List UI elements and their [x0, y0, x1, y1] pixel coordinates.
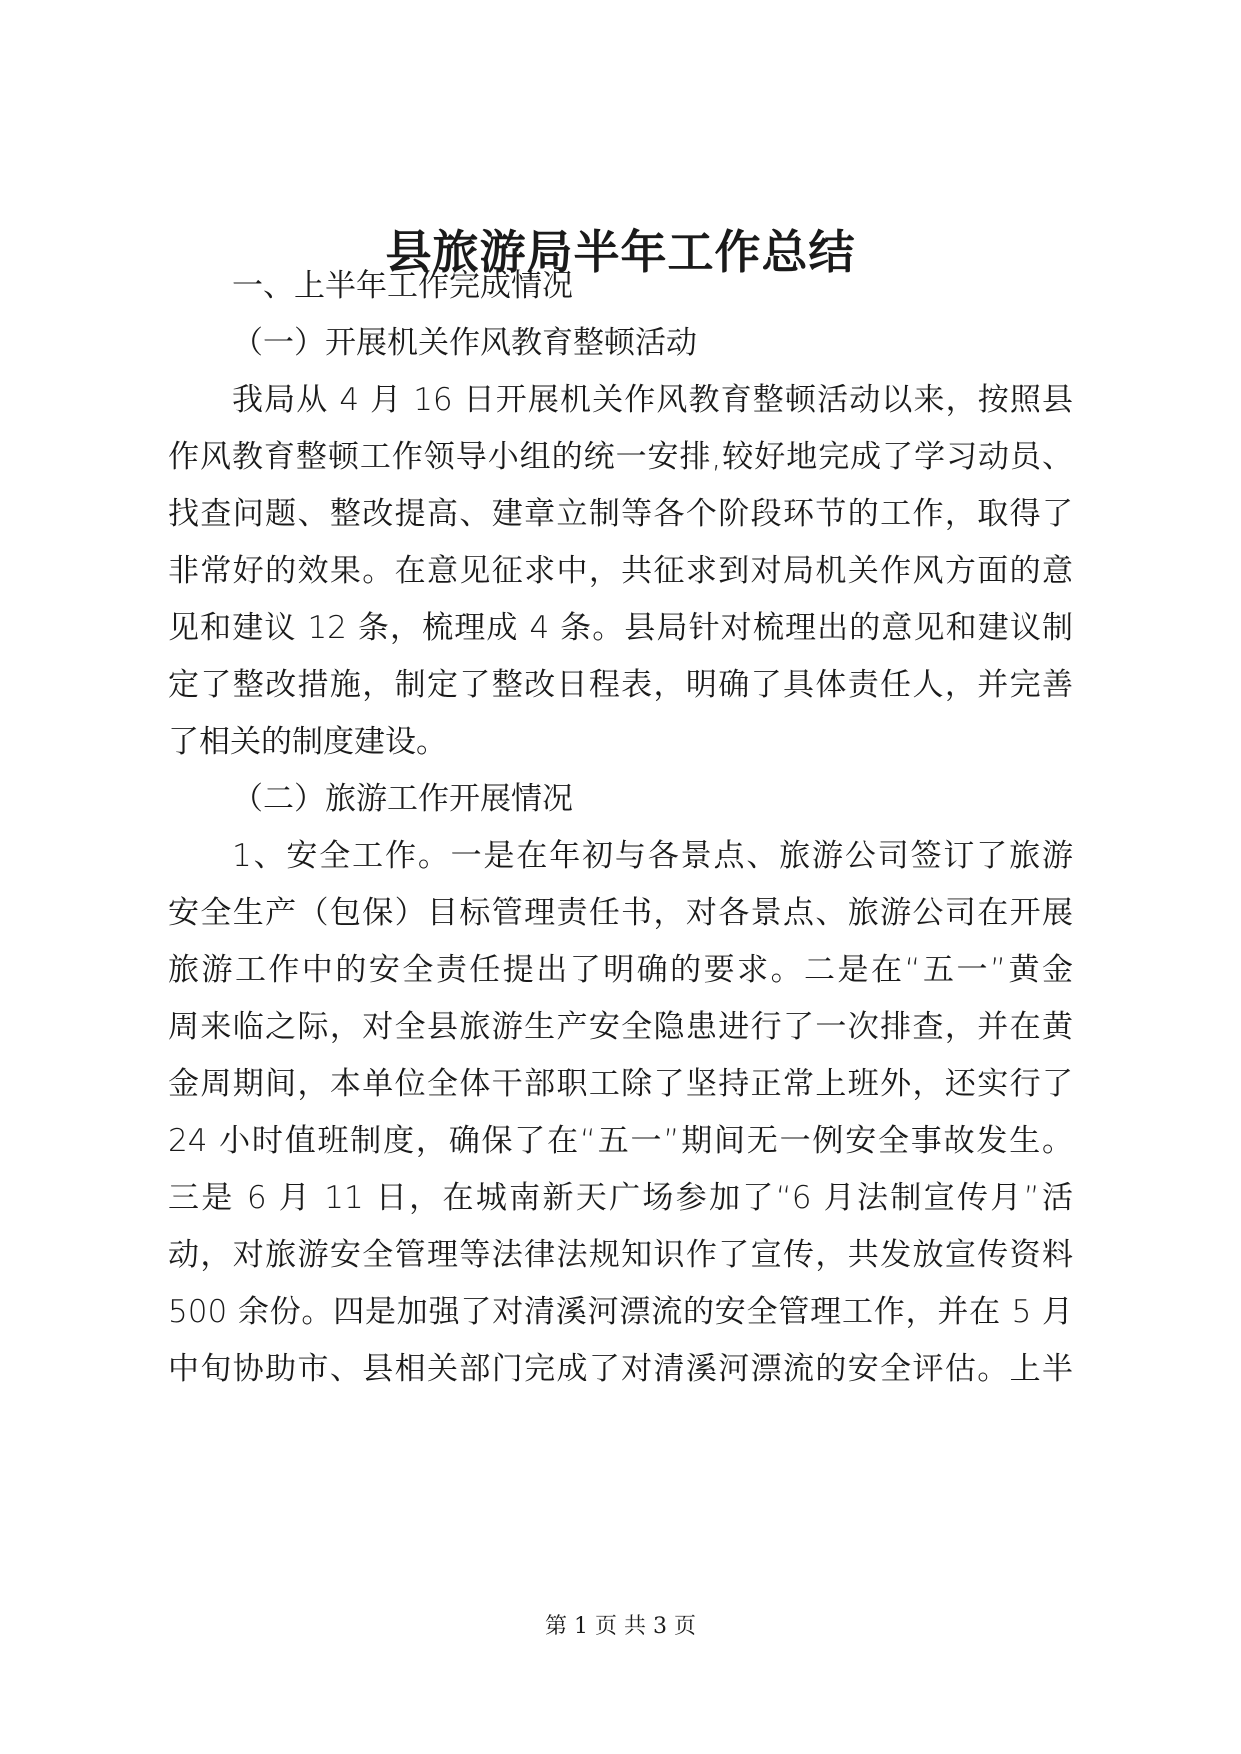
paragraph-line: 金周期间，本单位全体干部职工除了坚持正常上班外，还实行了	[168, 1066, 1073, 1102]
paragraph-line: 我局从 4 月 16 日开展机关作风教育整顿活动以来，按照县	[232, 382, 1073, 418]
document-title: 县旅游局半年工作总结	[385, 225, 856, 279]
page-footer: 第 1 页 共 3 页	[545, 1614, 696, 1639]
subsection-heading-2: （二）旅游工作开展情况	[232, 781, 573, 817]
paragraph-line: 定了整改措施，制定了整改日程表，明确了具体责任人，并完善	[168, 667, 1073, 703]
paragraph-line: 周来临之际，对全县旅游生产安全隐患进行了一次排查，并在黄	[168, 1009, 1073, 1045]
paragraph-line: 24 小时值班制度，确保了在“五一”期间无一例安全事故发生。	[168, 1123, 1073, 1159]
paragraph-line: 旅游工作中的安全责任提出了明确的要求。二是在“五一”黄金	[168, 952, 1073, 988]
paragraph-line: 非常好的效果。在意见征求中，共征求到对局机关作风方面的意	[168, 553, 1073, 589]
paragraph-line: 了相关的制度建设。	[168, 724, 447, 760]
paragraph-line: 找查问题、整改提高、建章立制等各个阶段环节的工作，取得了	[168, 496, 1073, 532]
paragraph-line: 三是 6 月 11 日，在城南新天广场参加了“6 月法制宣传月”活	[168, 1180, 1073, 1216]
section-heading-1: 一、上半年工作完成情况	[232, 268, 573, 304]
paragraph-line: 动，对旅游安全管理等法律法规知识作了宣传，共发放宣传资料	[168, 1237, 1073, 1273]
paragraph-line: 见和建议 12 条，梳理成 4 条。县局针对梳理出的意见和建议制	[168, 610, 1073, 646]
paragraph-line: 中旬协助市、县相关部门完成了对清溪河漂流的安全评估。上半	[168, 1351, 1073, 1387]
subsection-heading-1: （一）开展机关作风教育整顿活动	[232, 325, 697, 361]
paragraph-line: 作风教育整顿工作领导小组的统一安排,较好地完成了学习动员、	[168, 439, 1073, 475]
paragraph-line: 1、安全工作。一是在年初与各景点、旅游公司签订了旅游	[232, 838, 1073, 874]
paragraph-line: 500 余份。四是加强了对清溪河漂流的安全管理工作，并在 5 月	[168, 1294, 1073, 1330]
paragraph-line: 安全生产（包保）目标管理责任书，对各景点、旅游公司在开展	[168, 895, 1073, 931]
